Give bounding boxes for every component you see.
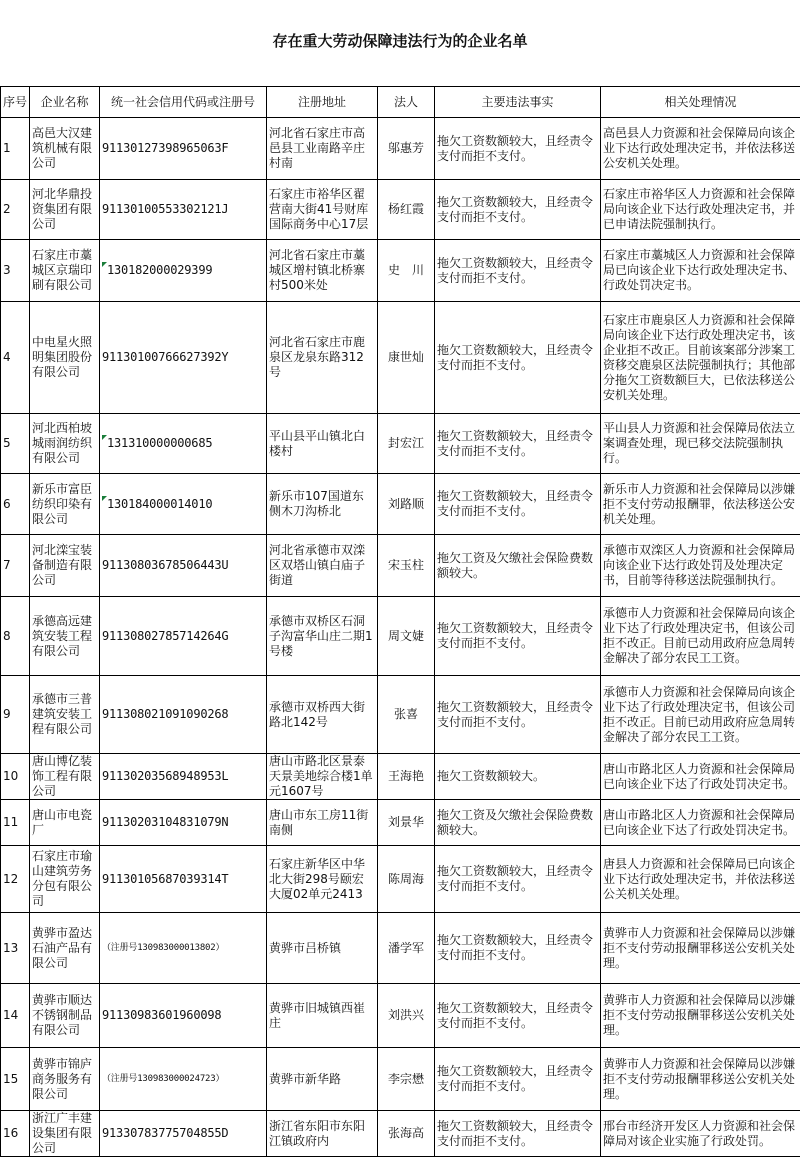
document-title: 存在重大劳动保障违法行为的企业名单 <box>0 30 800 51</box>
cell-violation-facts-text: 拖欠工资数额较大，且经责令支付而拒不支付。 <box>437 700 593 729</box>
cell-violation-facts <box>435 414 601 474</box>
cell-company-name-text: 高邑大汉建筑机械有限公司 <box>32 126 92 170</box>
table-row <box>1 800 800 846</box>
table-row <box>1 414 800 474</box>
cell-address-text: 黄骅市旧城镇西崔庄 <box>269 1001 365 1030</box>
cell-index <box>1 754 30 800</box>
cell-index <box>1 535 30 597</box>
cell-handling-status <box>601 913 800 984</box>
cell-address <box>267 754 378 800</box>
cell-handling-status <box>601 302 800 414</box>
cell-index <box>1 1048 30 1111</box>
cell-handling-status <box>601 474 800 535</box>
cell-handling-status <box>601 240 800 302</box>
cell-violation-facts <box>435 180 601 240</box>
cell-index <box>1 800 30 846</box>
cell-index <box>1 1111 30 1157</box>
cell-credit-code-text: 91130127398965063F <box>102 141 228 155</box>
cell-address <box>267 535 378 597</box>
cell-legal-person <box>378 414 435 474</box>
cell-credit-code-text: 91130203568948953L <box>102 769 228 783</box>
cell-handling-status-text: 承德市人力资源和社会保障局向该企业下达了行政处理决定书，但该公司拒不改正。目前已动用政府应急周转金解决了部分农民工工资。 <box>603 685 795 744</box>
cell-company-name-text: 石家庄市瑜山建筑劳务分包有限公司 <box>32 849 92 908</box>
cell-index-text: 11 <box>3 815 18 829</box>
cell-company-name <box>30 474 100 535</box>
cell-violation-facts-text: 拖欠工资数额较大，且经责令支付而拒不支付。 <box>437 933 593 962</box>
header-code: 统一社会信用代码或注册号 <box>100 87 267 118</box>
cell-company-name-text: 河北滦宝装备制造有限公司 <box>32 543 92 587</box>
cell-handling-status-text: 黄骅市人力资源和社会保障局以涉嫌拒不支付劳动报酬罪移送公安机关处理。 <box>603 926 795 970</box>
cell-legal-person <box>378 913 435 984</box>
table-row <box>1 1048 800 1111</box>
cell-index <box>1 240 30 302</box>
cell-violation-facts-text: 拖欠工资数额较大，且经责令支付而拒不支付。 <box>437 1119 593 1148</box>
cell-credit-code-text: 91330783775704855D <box>102 1126 228 1140</box>
cell-violation-facts-text: 拖欠工资及欠缴社会保险费数额较大。 <box>437 551 593 580</box>
cell-index-text: 4 <box>3 350 11 364</box>
cell-legal-person-text: 康世灿 <box>388 350 424 364</box>
cell-index <box>1 984 30 1048</box>
cell-legal-person <box>378 800 435 846</box>
cell-handling-status-text: 平山县人力资源和社会保障局依法立案调查处理，现已移交法院强制执行。 <box>603 421 795 465</box>
cell-legal-person <box>378 1048 435 1111</box>
cell-index-text: 12 <box>3 872 18 886</box>
cell-violation-facts-text: 拖欠工资数额较大，且经责令支付而拒不支付。 <box>437 429 593 458</box>
cell-legal-person <box>378 118 435 180</box>
cell-credit-code <box>100 754 267 800</box>
cell-address <box>267 240 378 302</box>
cell-credit-code-text: 91130983601960098 <box>102 1008 221 1022</box>
cell-company-name <box>30 913 100 984</box>
cell-legal-person <box>378 180 435 240</box>
cell-violation-facts-text: 拖欠工资数额较大，且经责令支付而拒不支付。 <box>437 1001 593 1030</box>
cell-index <box>1 302 30 414</box>
cell-handling-status <box>601 1111 800 1157</box>
cell-handling-status-text: 黄骅市人力资源和社会保障局以涉嫌拒不支付劳动报酬罪移送公安机关处理。 <box>603 993 795 1037</box>
cell-handling-status-text: 高邑县人力资源和社会保障局向该企业下达行政处理决定书，并依法移送公安机关处理。 <box>603 126 795 170</box>
cell-company-name <box>30 535 100 597</box>
cell-violation-facts <box>435 754 601 800</box>
cell-address <box>267 118 378 180</box>
cell-credit-code <box>100 474 267 535</box>
cell-credit-code-text: （注册号130983000013802） <box>102 943 224 953</box>
cell-index <box>1 846 30 913</box>
table-row <box>1 984 800 1048</box>
table-row <box>1 1111 800 1157</box>
cell-index <box>1 676 30 754</box>
cell-index-text: 16 <box>3 1126 18 1140</box>
cell-legal-person <box>378 754 435 800</box>
cell-address <box>267 1111 378 1157</box>
cell-address-text: 石家庄市裕华区翟营南大街41号财库国际商务中心17层 <box>269 187 368 231</box>
cell-violation-facts <box>435 1111 601 1157</box>
cell-credit-code-text: （注册号130983000024723） <box>102 1074 224 1084</box>
cell-credit-code-text: 91130203104831079N <box>102 815 228 829</box>
cell-address-text: 唐山市路北区景泰天景美地综合楼1单元1607号 <box>269 754 373 798</box>
cell-index <box>1 414 30 474</box>
header-legal: 法人 <box>378 87 435 118</box>
cell-handling-status <box>601 800 800 846</box>
cell-violation-facts <box>435 597 601 676</box>
cell-address-text: 河北省石家庄市鹿泉区龙泉东路312号 <box>269 335 365 379</box>
cell-index-text: 1 <box>3 141 11 155</box>
cell-credit-code <box>100 180 267 240</box>
cell-address-text: 河北省石家庄市藁城区增村镇北桥寨村500米处 <box>269 248 365 292</box>
cell-legal-person-text: 周文婕 <box>388 629 424 643</box>
cell-handling-status-text: 承德市人力资源和社会保障局向该企业下达了行政处理决定书，但该公司拒不改正。目前已动用政府应急周转金解决了部分农民工工资。 <box>603 606 795 665</box>
cell-company-name-text: 河北西柏坡城雨润纺织有限公司 <box>32 421 92 465</box>
cell-violation-facts <box>435 676 601 754</box>
cell-company-name <box>30 1048 100 1111</box>
cell-violation-facts <box>435 240 601 302</box>
cell-handling-status <box>601 597 800 676</box>
cell-credit-code-text: 91130802785714264G <box>102 629 228 643</box>
table-row <box>1 302 800 414</box>
cell-legal-person-text: 陈周海 <box>388 872 424 886</box>
cell-credit-code-text: 131310000000685 <box>107 436 212 450</box>
cell-index <box>1 180 30 240</box>
cell-handling-status-text: 石家庄市裕华区人力资源和社会保障局向该企业下达行政处理决定书，并已申请法院强制执行。 <box>603 187 795 231</box>
cell-legal-person-text: 张海高 <box>388 1126 424 1140</box>
cell-address-text: 黄骅市吕桥镇 <box>269 941 341 955</box>
table-row <box>1 118 800 180</box>
cell-handling-status <box>601 535 800 597</box>
cell-company-name <box>30 180 100 240</box>
cell-credit-code-text: 130182000029399 <box>107 263 212 277</box>
cell-handling-status-text: 承德市双滦区人力资源和社会保障局向该企业下达行政处罚及处理决定书，目前等待移送法院强制执行。 <box>603 543 795 587</box>
cell-credit-code-text: 91130105687039314T <box>102 872 228 886</box>
cell-address-text: 平山县平山镇北白楼村 <box>269 429 365 458</box>
cell-company-name-text: 唐山市电瓷厂 <box>32 808 92 837</box>
cell-credit-code <box>100 984 267 1048</box>
cell-legal-person <box>378 535 435 597</box>
cell-legal-person-text: 刘洪兴 <box>388 1008 424 1022</box>
cell-index-text: 15 <box>3 1072 18 1086</box>
cell-violation-facts <box>435 913 601 984</box>
cell-credit-code <box>100 240 267 302</box>
cell-credit-code-text: 91130803678506443U <box>102 558 228 572</box>
cell-credit-code <box>100 302 267 414</box>
cell-handling-status <box>601 414 800 474</box>
cell-handling-status-text: 唐山市路北区人力资源和社会保障局已向该企业下达了行政处罚决定书。 <box>603 762 795 791</box>
cell-company-name-text: 唐山博亿装饰工程有限公司 <box>32 754 92 798</box>
cell-credit-code <box>100 913 267 984</box>
cell-violation-facts <box>435 474 601 535</box>
cell-index <box>1 474 30 535</box>
cell-company-name-text: 黄骅市锦庐商务服务有限公司 <box>32 1057 92 1101</box>
cell-legal-person <box>378 984 435 1048</box>
cell-company-name-text: 河北华鼎投资集团有限公司 <box>32 187 92 231</box>
cell-company-name-text: 黄骅市盈达石油产品有限公司 <box>32 926 92 970</box>
cell-legal-person <box>378 240 435 302</box>
table-row <box>1 180 800 240</box>
cell-address-text: 石家庄新华区中华北大街298号颐宏大厦02单元2413 <box>269 857 365 901</box>
cell-index-text: 6 <box>3 497 11 511</box>
cell-violation-facts-text: 拖欠工资数额较大，且经责令支付而拒不支付。 <box>437 256 593 285</box>
table-row <box>1 597 800 676</box>
cell-credit-code <box>100 597 267 676</box>
cell-violation-facts <box>435 302 601 414</box>
cell-company-name <box>30 846 100 913</box>
cell-legal-person <box>378 474 435 535</box>
header-row <box>1 87 800 118</box>
cell-violation-facts <box>435 1048 601 1111</box>
cell-address-text: 新乐市107国道东侧木刀沟桥北 <box>269 489 364 518</box>
cell-address <box>267 800 378 846</box>
cell-handling-status-text: 石家庄市鹿泉区人力资源和社会保障局向该企业下达行政处理决定书，该企业拒不改正。目前该案部分涉案工资移交鹿泉区法院强制执行；其他部分拖欠工资数额巨大，已依法移送公安机关处理。 <box>603 313 795 402</box>
cell-address <box>267 676 378 754</box>
cell-violation-facts <box>435 846 601 913</box>
enterprise-table <box>0 86 800 1157</box>
cell-index-text: 8 <box>3 629 11 643</box>
cell-address <box>267 913 378 984</box>
cell-company-name <box>30 240 100 302</box>
cell-legal-person-text: 王海艳 <box>388 769 424 783</box>
header-address: 注册地址 <box>267 87 378 118</box>
cell-index-text: 14 <box>3 1008 18 1022</box>
cell-credit-code <box>100 535 267 597</box>
cell-legal-person-text: 封宏江 <box>388 436 424 450</box>
cell-index-text: 2 <box>3 202 11 216</box>
cell-legal-person-text: 张喜 <box>394 707 418 721</box>
cell-handling-status-text: 黄骅市人力资源和社会保障局以涉嫌拒不支付劳动报酬罪移送公安机关处理。 <box>603 1057 795 1101</box>
cell-handling-status-text: 石家庄市藁城区人力资源和社会保障局已向该企业下达行政处理决定书、行政处罚决定书。 <box>603 248 795 292</box>
header-index: 序号 <box>1 87 30 118</box>
cell-violation-facts-text: 拖欠工资及欠缴社会保险费数额较大。 <box>437 808 593 837</box>
cell-company-name <box>30 984 100 1048</box>
cell-legal-person <box>378 1111 435 1157</box>
cell-credit-code <box>100 846 267 913</box>
cell-company-name <box>30 754 100 800</box>
header-name: 企业名称 <box>30 87 100 118</box>
cell-index <box>1 913 30 984</box>
cell-legal-person <box>378 302 435 414</box>
cell-credit-code-text: 91130100766627392Y <box>102 350 228 364</box>
cell-handling-status <box>601 676 800 754</box>
cell-company-name <box>30 676 100 754</box>
cell-address <box>267 597 378 676</box>
header-actions: 相关处理情况 <box>601 87 800 118</box>
cell-legal-person-text: 邬惠芳 <box>388 141 424 155</box>
cell-address-text: 唐山市东工房11街南侧 <box>269 808 368 837</box>
cell-legal-person-text: 宋玉柱 <box>388 558 424 572</box>
cell-index-text: 7 <box>3 558 11 572</box>
cell-violation-facts-text: 拖欠工资数额较大，且经责令支付而拒不支付。 <box>437 195 593 224</box>
cell-violation-facts-text: 拖欠工资数额较大，且经责令支付而拒不支付。 <box>437 134 593 163</box>
cell-legal-person <box>378 676 435 754</box>
table-row <box>1 240 800 302</box>
cell-index-text: 10 <box>3 769 18 783</box>
cell-company-name-text: 石家庄市藁城区京瑞印刷有限公司 <box>32 248 92 292</box>
table-body <box>1 118 800 1157</box>
cell-legal-person-text: 刘路顺 <box>388 497 424 511</box>
cell-handling-status-text: 唐山市路北区人力资源和社会保障局已向该企业下达了行政处罚决定书。 <box>603 808 795 837</box>
cell-violation-facts <box>435 535 601 597</box>
cell-credit-code <box>100 1048 267 1111</box>
cell-violation-facts-text: 拖欠工资数额较大，且经责令支付而拒不支付。 <box>437 864 593 893</box>
table-row <box>1 676 800 754</box>
cell-handling-status-text: 邢台市经济开发区人力资源和社会保障局对该企业实施了行政处罚。 <box>603 1119 795 1148</box>
cell-address-text: 河北省石家庄市高邑县工业南路辛庄村南 <box>269 126 365 170</box>
cell-legal-person <box>378 846 435 913</box>
cell-address-text: 河北省承德市双滦区双塔山镇白庙子街道 <box>269 543 365 587</box>
cell-violation-facts <box>435 118 601 180</box>
cell-handling-status <box>601 754 800 800</box>
cell-address-text: 承德市双桥西大街路北142号 <box>269 700 365 729</box>
cell-handling-status <box>601 846 800 913</box>
cell-company-name-text: 黄骅市顺达不锈钢制品有限公司 <box>32 993 92 1037</box>
cell-address <box>267 414 378 474</box>
cell-credit-code-text: 91130802109109​0268 <box>102 707 228 721</box>
cell-handling-status <box>601 1048 800 1111</box>
cell-credit-code <box>100 1111 267 1157</box>
cell-company-name-text: 承德高远建筑安装工程有限公司 <box>32 614 92 658</box>
cell-handling-status <box>601 180 800 240</box>
cell-address-text: 黄骅市新华路 <box>269 1072 341 1086</box>
table-row <box>1 913 800 984</box>
cell-legal-person-text: 史 川 <box>388 263 424 277</box>
cell-handling-status <box>601 118 800 180</box>
cell-index <box>1 597 30 676</box>
cell-index-text: 5 <box>3 436 11 450</box>
cell-handling-status <box>601 984 800 1048</box>
cell-company-name <box>30 597 100 676</box>
cell-company-name <box>30 1111 100 1157</box>
cell-violation-facts-text: 拖欠工资数额较大，且经责令支付而拒不支付。 <box>437 621 593 650</box>
cell-legal-person-text: 李宗懋 <box>388 1072 424 1086</box>
cell-index-text: 13 <box>3 941 18 955</box>
cell-address-text: 承德市双桥区石洞子沟富华山庄二期1号楼 <box>269 614 373 658</box>
cell-credit-code-text: 911301005533021​21J <box>102 202 228 216</box>
cell-company-name <box>30 118 100 180</box>
cell-address <box>267 180 378 240</box>
cell-violation-facts-text: 拖欠工资数额较大，且经责令支付而拒不支付。 <box>437 1064 593 1093</box>
cell-credit-code <box>100 676 267 754</box>
cell-address-text: 浙江省东阳市东阳江镇政府内 <box>269 1119 365 1148</box>
cell-violation-facts <box>435 800 601 846</box>
cell-violation-facts-text: 拖欠工资数额较大，且经责令支付而拒不支付。 <box>437 343 593 372</box>
cell-company-name <box>30 800 100 846</box>
cell-index-text: 3 <box>3 263 11 277</box>
cell-violation-facts-text: 拖欠工资数额较大，且经责令支付而拒不支付。 <box>437 489 593 518</box>
cell-company-name-text: 中电星火照明集团股份有限公司 <box>32 335 92 379</box>
cell-index <box>1 118 30 180</box>
cell-company-name-text: 新乐市富臣纺织印染有限公司 <box>32 482 92 526</box>
table-row <box>1 754 800 800</box>
cell-index-text: 9 <box>3 707 11 721</box>
cell-credit-code <box>100 414 267 474</box>
cell-legal-person-text: 杨红霞 <box>388 202 424 216</box>
cell-address <box>267 846 378 913</box>
table-row <box>1 535 800 597</box>
cell-company-name-text: 浙江广丰建设集团有限公司 <box>32 1111 92 1155</box>
cell-violation-facts-text: 拖欠工资数额较大。 <box>437 769 545 783</box>
header-facts: 主要违法事实 <box>435 87 601 118</box>
cell-address <box>267 984 378 1048</box>
cell-address <box>267 302 378 414</box>
cell-violation-facts <box>435 984 601 1048</box>
cell-address <box>267 1048 378 1111</box>
cell-legal-person-text: 刘景华 <box>388 815 424 829</box>
cell-company-name <box>30 302 100 414</box>
cell-credit-code <box>100 800 267 846</box>
cell-address <box>267 474 378 535</box>
table-row <box>1 846 800 913</box>
cell-company-name-text: 承德市三普建筑安装工程有限公司 <box>32 692 92 736</box>
cell-legal-person-text: 潘学军 <box>388 941 424 955</box>
cell-legal-person <box>378 597 435 676</box>
cell-handling-status-text: 唐县人力资源和社会保障局已向该企业下达行政处理决定书，并依法移送公关机关处理。 <box>603 857 795 901</box>
cell-credit-code-text: 130184000014010 <box>107 497 212 511</box>
cell-credit-code <box>100 118 267 180</box>
cell-handling-status-text: 新乐市人力资源和社会保障局以涉嫌拒不支付劳动报酬罪，依法移送公安机关处理。 <box>603 482 795 526</box>
cell-company-name <box>30 414 100 474</box>
table-row <box>1 474 800 535</box>
